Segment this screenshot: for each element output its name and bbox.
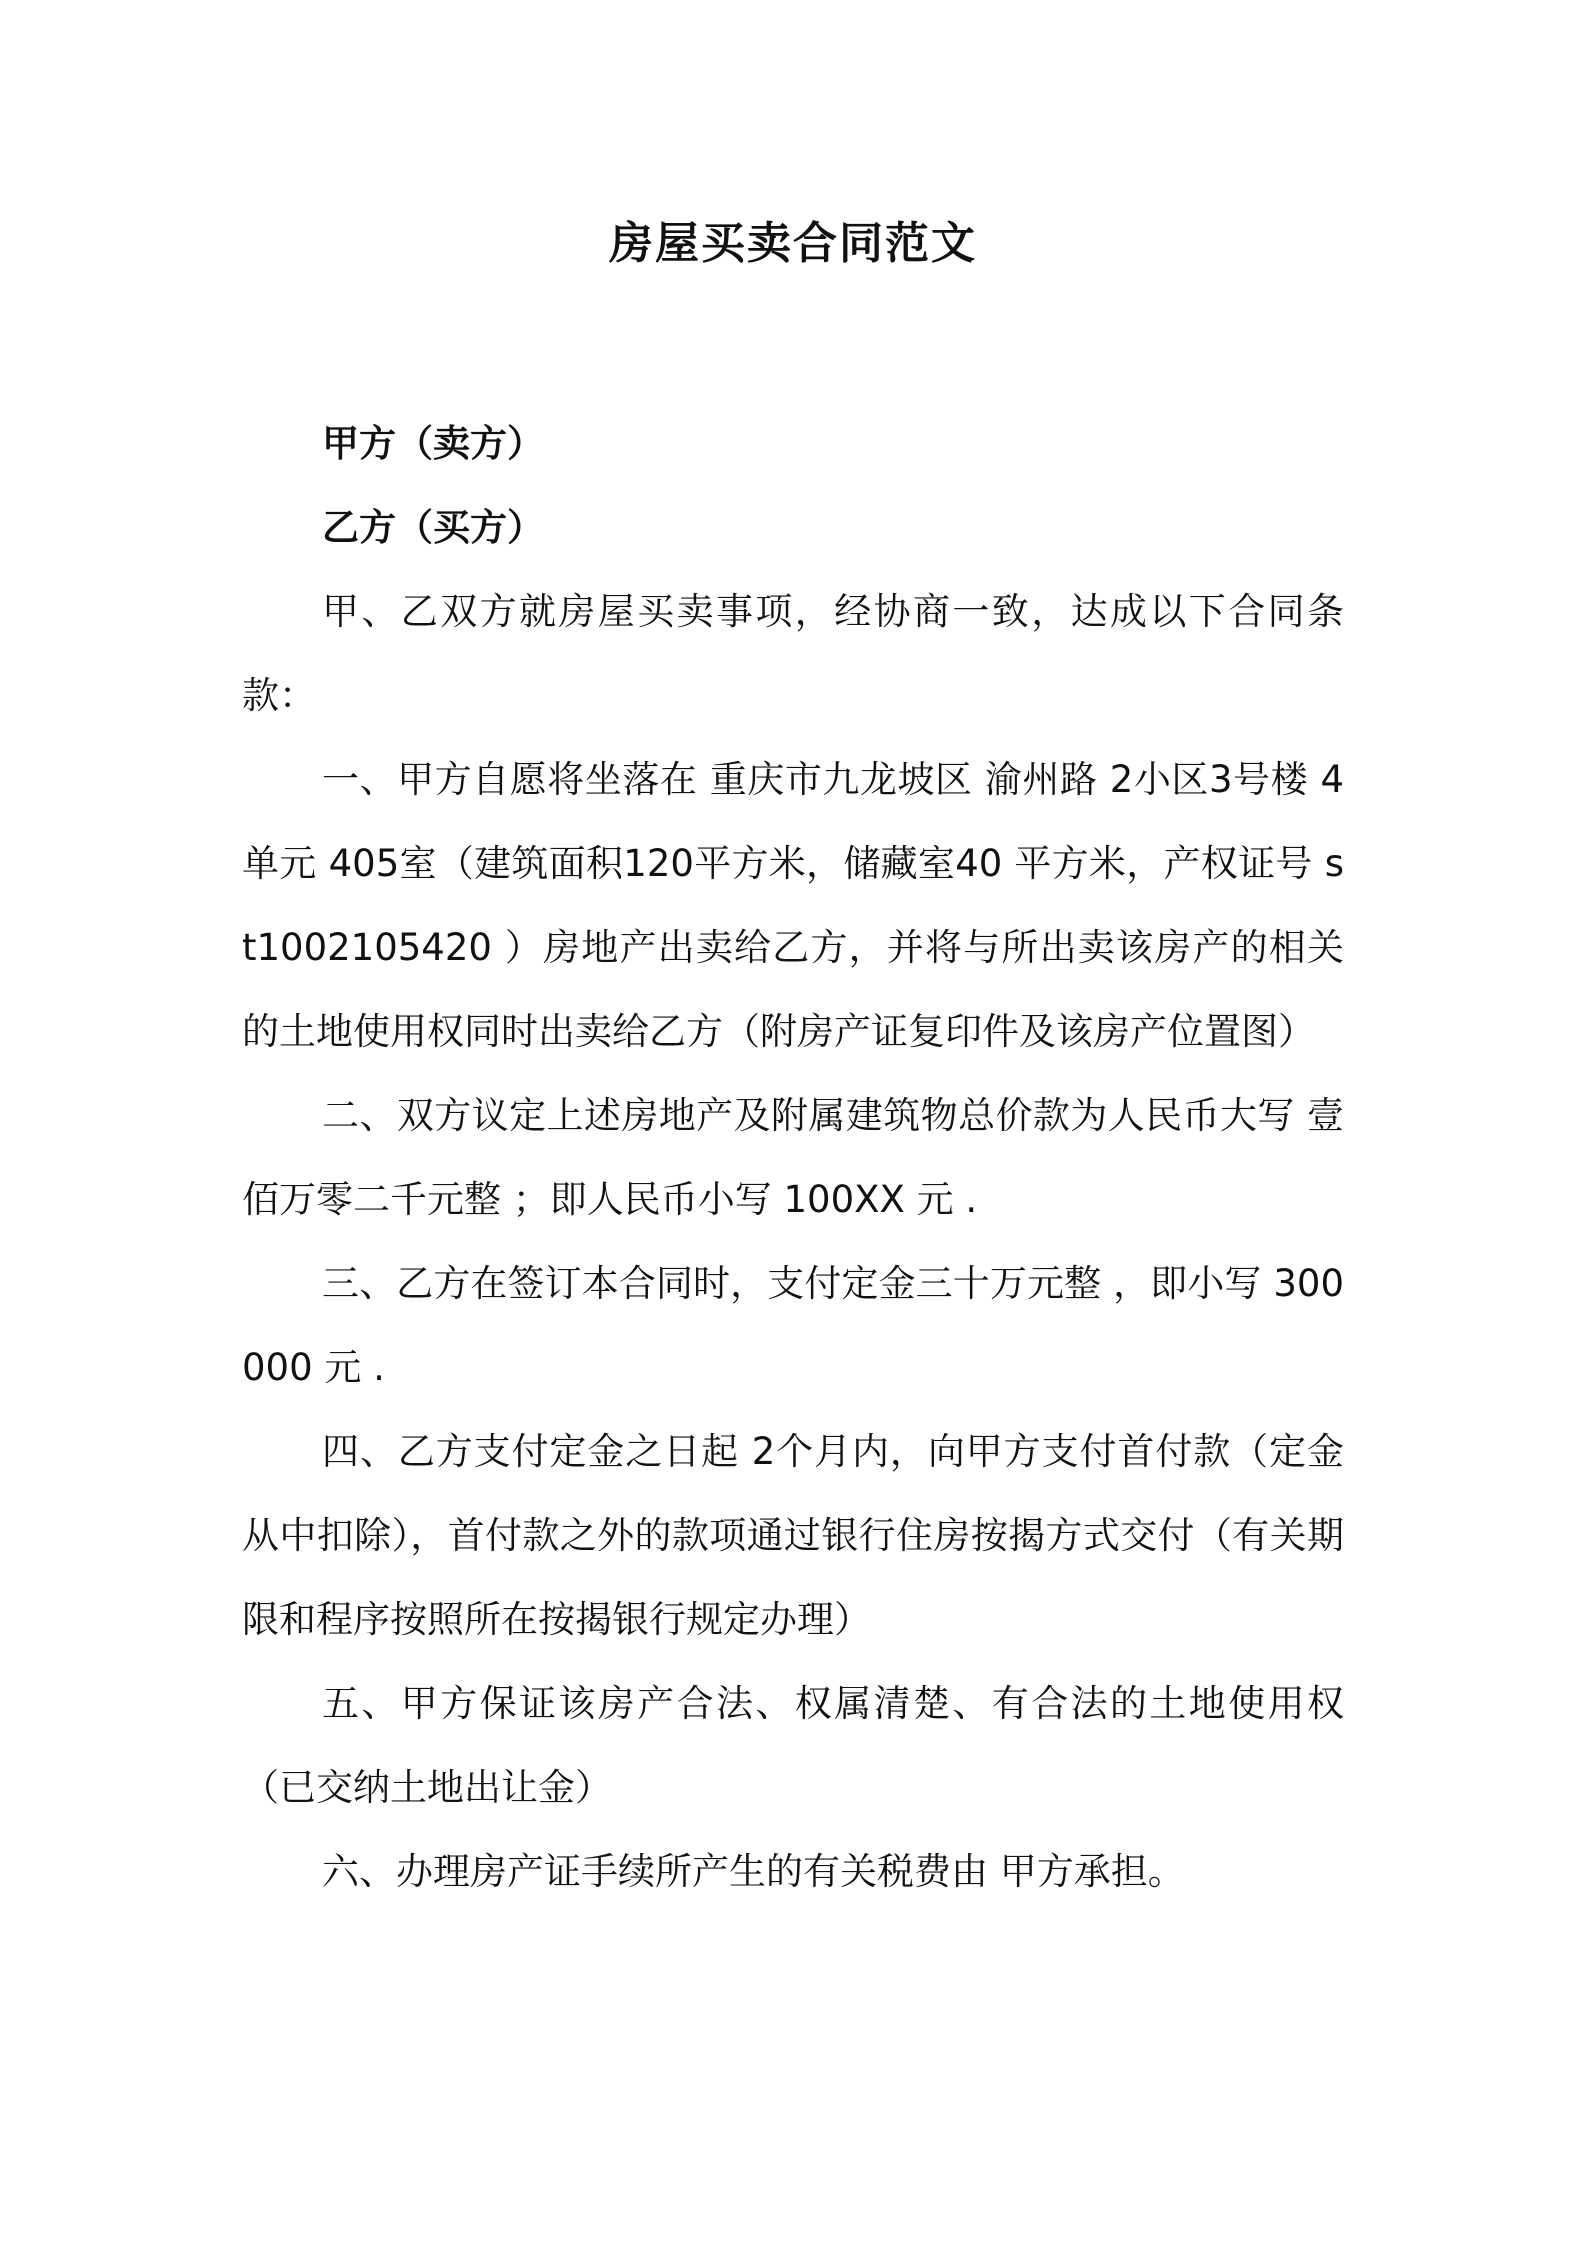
clause-3: 三、乙方在签订本合同时，支付定金三十万元整 ，即小写 300000 元 .: [242, 1262, 1344, 1389]
party-buyer: 乙方（买方）: [322, 506, 544, 549]
document-title: 房屋买卖合同范文: [609, 218, 977, 269]
clause-2: 二、双方议定上述房地产及附属建筑物总价款为人民币大写 壹佰万零二千元整 ；即人民币小写 100XX 元 .: [242, 1094, 1344, 1221]
preamble-paragraph: 甲、乙双方就房屋买卖事项，经协商一致，达成以下合同条款：: [242, 590, 1344, 717]
document-body: [242, 402, 1344, 1914]
clause-1: 一、甲方自愿将坐落在 重庆市九龙坡区 渝州路 2小区3号楼 4单元 405室（建筑面积120平方米，储藏室40 平方米，产权证号 st1002105420 ）房地产出卖给乙方，并将与所出卖该房产的相关的土地使用权同时出卖给乙方（附房产证复印件及该房产位置图）: [242, 758, 1344, 1053]
clause-6: 六、办理房产证手续所产生的有关税费由 甲方承担。: [322, 1850, 1185, 1893]
party-seller: 甲方（卖方）: [322, 422, 544, 465]
clause-4: 四、乙方支付定金之日起 2个月内，向甲方支付首付款（定金从中扣除），首付款之外的款项通过银行住房按揭方式交付（有关期限和程序按照所在按揭银行规定办理）: [242, 1430, 1344, 1641]
clause-5: 五、甲方保证该房产合法、权属清楚、有合法的土地使用权（已交纳土地出让金）: [242, 1682, 1344, 1809]
